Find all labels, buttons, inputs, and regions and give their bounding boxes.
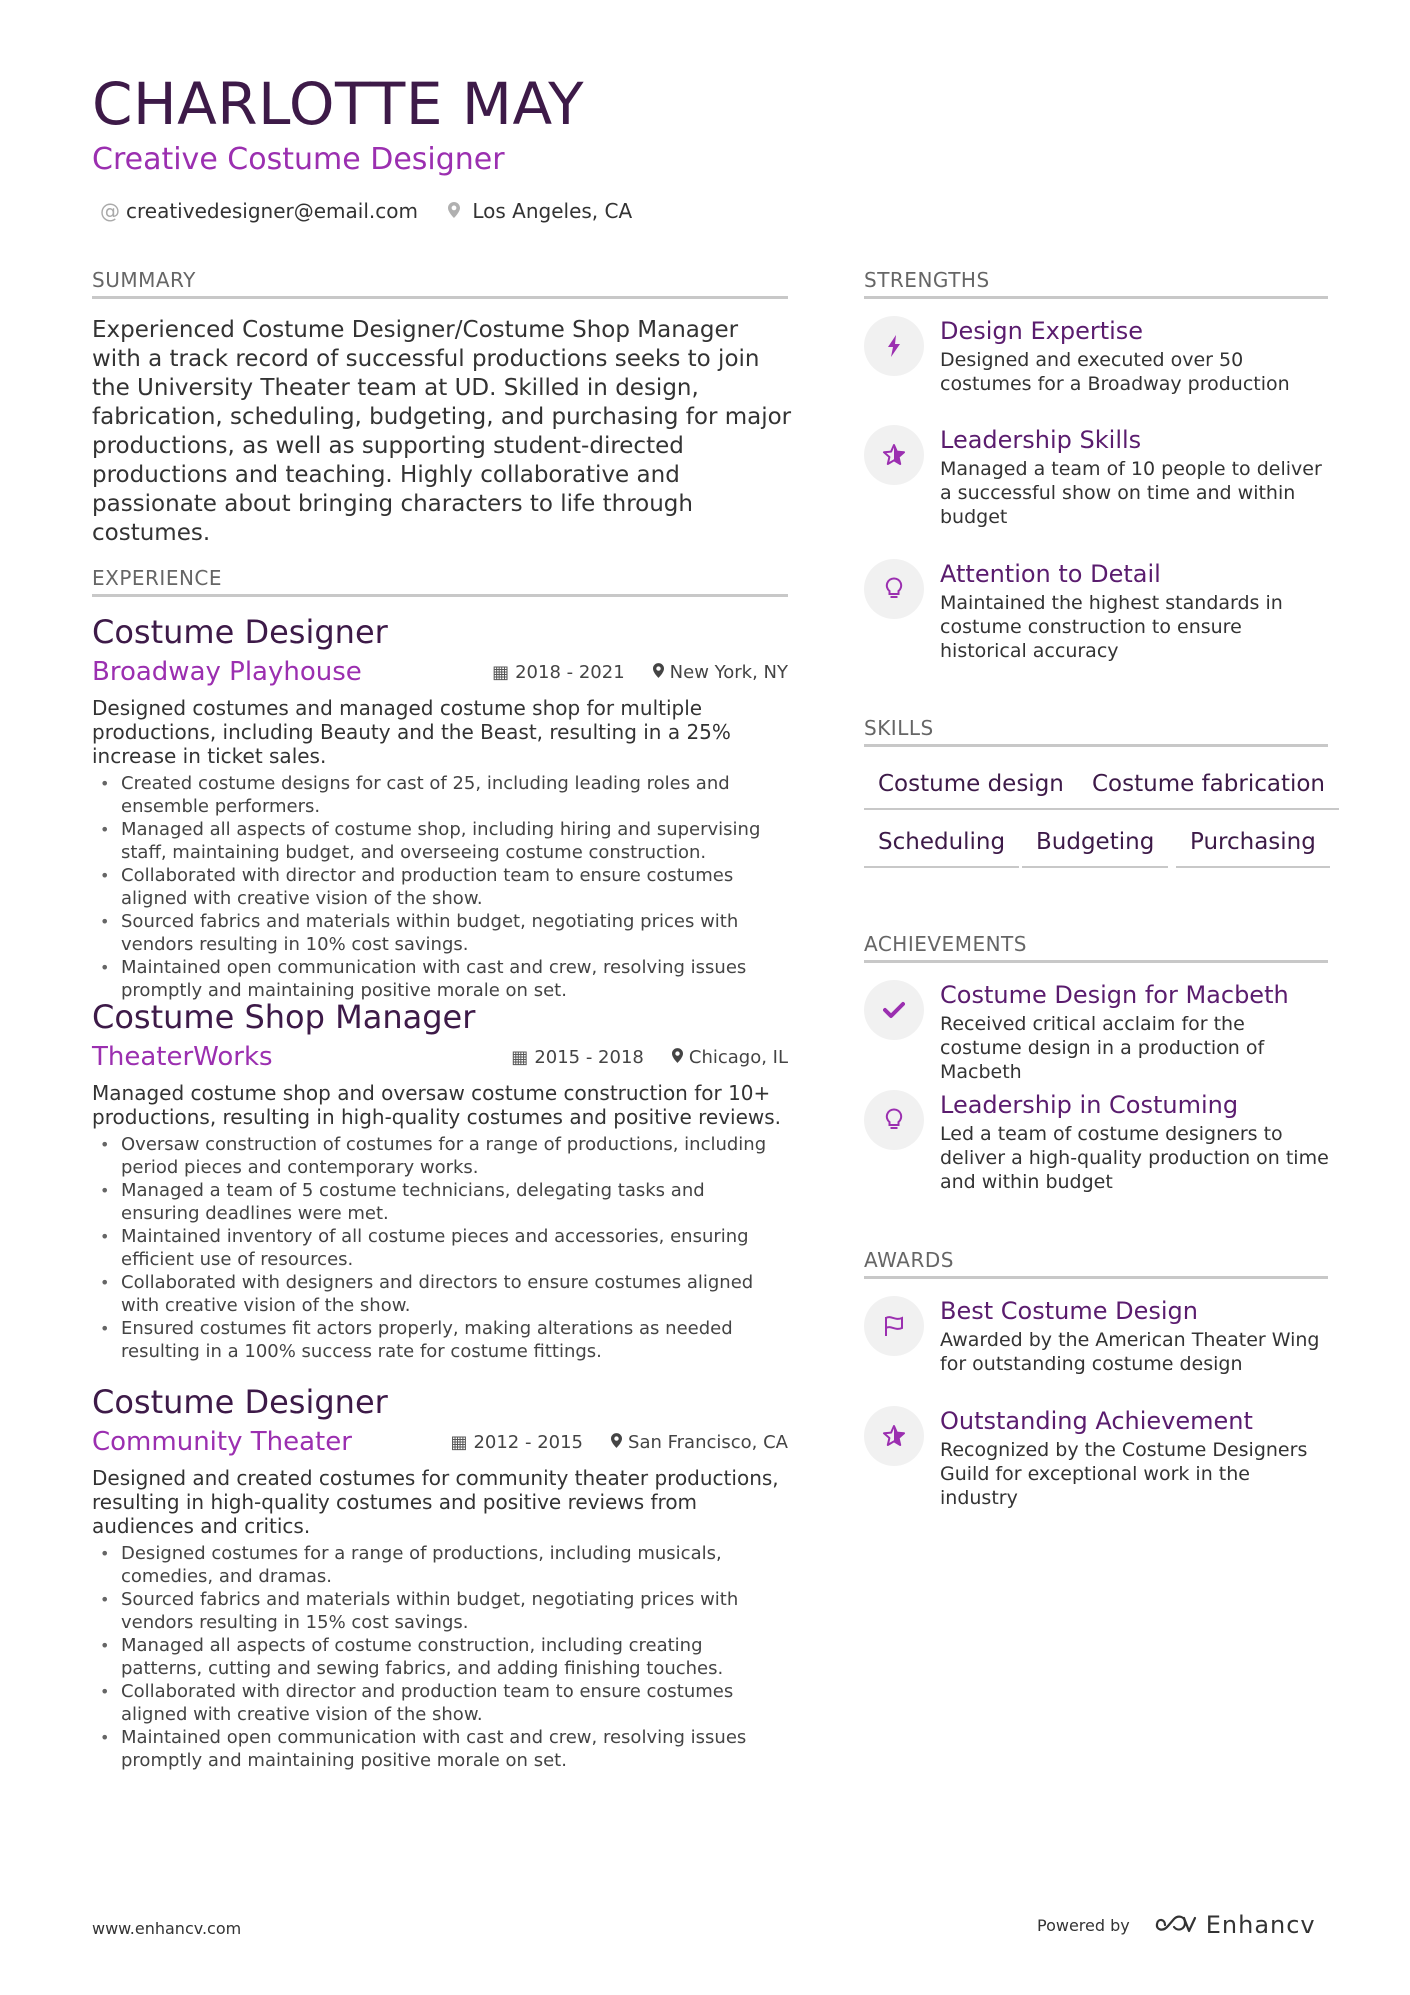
candidate-name: CHARLOTTE MAY (92, 70, 585, 138)
job-bullets (92, 1542, 788, 1772)
bullet-item: • Sourced fabrics and materials within budget, negotiating prices with vendors resulting in 10% cost savings. (92, 910, 788, 956)
skill-tag: Costume fabrication (1078, 770, 1339, 810)
job-bullets (92, 1133, 788, 1363)
location-text: Chicago, IL (688, 1046, 788, 1068)
footer-website-link[interactable]: www.enhancv.com (92, 1919, 242, 1938)
dates-text: 2015 - 2018 (534, 1046, 644, 1068)
achievement-title: Leadership in Costuming (940, 1091, 1239, 1119)
contact-row (100, 199, 632, 223)
experience-entry (92, 612, 788, 1002)
star-icon (864, 1406, 924, 1466)
bullet-item: • Sourced fabrics and materials within budget, negotiating prices with vendors resulting in 15% cost savings. (92, 1588, 788, 1634)
location-pin-icon (672, 1047, 683, 1068)
skill-tag: Scheduling (864, 828, 1019, 868)
checkmark-icon (864, 980, 924, 1040)
email-text: creativedesigner@email.com (126, 199, 418, 223)
award-title: Best Costume Design (940, 1297, 1198, 1325)
job-row (92, 652, 788, 692)
calendar-icon: ▦ (450, 1431, 468, 1453)
job-dates (511, 1047, 644, 1068)
lightbulb-icon (864, 1090, 924, 1150)
location-pin-icon (611, 1432, 622, 1453)
flag-icon (864, 1296, 924, 1356)
enhancv-logo-icon (1154, 1914, 1198, 1936)
company-name: Community Theater (92, 1427, 352, 1457)
location-text: San Francisco, CA (628, 1431, 788, 1453)
job-meta (492, 662, 788, 683)
location-text: New York, NY (669, 661, 788, 683)
bullet-item: • Managed all aspects of costume construction, including creating patterns, cutting and sewing fabrics, and adding finishing touches. (92, 1634, 788, 1680)
contact-email[interactable] (100, 199, 418, 223)
award-description: Awarded by the American Theater Wing for outstanding costume design (940, 1329, 1320, 1375)
bullet-item: • Maintained open communication with cast and crew, resolving issues promptly and maintaining positive morale on set. (92, 956, 788, 1002)
calendar-icon: ▦ (511, 1046, 529, 1068)
summary-text: Experienced Costume Designer/Costume Shop Manager with a track record of successful productions seeks to join the University Theater team at UD. Skilled in design, fabrication, scheduling, budgeting, and purchasing for major productions, as well as supporting student-directed productions and teaching. Highly collaborative and passionate about bringing characters to life through costumes. (92, 317, 792, 546)
strength-title: Design Expertise (940, 317, 1144, 345)
footer-branding (1037, 1911, 1316, 1939)
job-bullets (92, 772, 788, 1002)
strength-title: Leadership Skills (940, 426, 1142, 454)
location-text: Los Angeles, CA (472, 199, 633, 223)
achievement-description: Led a team of costume designers to deliver a high-quality production on time and within budget (940, 1123, 1329, 1193)
calendar-icon: ▦ (492, 661, 510, 683)
job-title: Costume Shop Manager (92, 998, 476, 1036)
achievements-heading: ACHIEVEMENTS (864, 932, 1328, 963)
skills-heading: SKILLS (864, 716, 1328, 747)
job-dates (492, 662, 625, 683)
job-description: Managed costume shop and oversaw costume construction for 10+ productions, resulting in high-quality costumes and positive reviews. (92, 1081, 782, 1129)
brand-text: Enhancv (1205, 1911, 1316, 1939)
strength-description: Maintained the highest standards in costume construction to ensure historical accuracy (940, 592, 1283, 662)
contact-location (448, 199, 632, 223)
strength-title: Attention to Detail (940, 560, 1161, 588)
award-title: Outstanding Achievement (940, 1407, 1253, 1435)
strength-description: Designed and executed over 50 costumes for a Broadway production (940, 349, 1290, 395)
skill-tag: Budgeting (1022, 828, 1168, 868)
bullet-item: • Collaborated with designers and directors to ensure costumes aligned with creative vision of the show. (92, 1271, 788, 1317)
bullet-item: • Collaborated with director and production team to ensure costumes aligned with creative vision of the show. (92, 1680, 788, 1726)
bullet-item: • Maintained inventory of all costume pieces and accessories, ensuring efficient use of resources. (92, 1225, 788, 1271)
strength-description: Managed a team of 10 people to deliver a successful show on time and within budget (940, 458, 1322, 528)
job-dates (450, 1432, 583, 1453)
bullet-item: • Collaborated with director and production team to ensure costumes aligned with creative vision of the show. (92, 864, 788, 910)
job-location (672, 1047, 788, 1068)
strengths-heading: STRENGTHS (864, 268, 1328, 299)
award-description: Recognized by the Costume Designers Guild for exceptional work in the industry (940, 1439, 1308, 1509)
at-icon: @ (100, 199, 120, 223)
summary-heading: SUMMARY (92, 268, 788, 299)
achievement-title: Costume Design for Macbeth (940, 981, 1289, 1009)
bullet-item: • Created costume designs for cast of 25, including leading roles and ensemble performers. (92, 772, 788, 818)
star-icon (864, 425, 924, 485)
bullet-item: • Designed costumes for a range of productions, including musicals, comedies, and dramas. (92, 1542, 788, 1588)
job-meta (511, 1047, 788, 1068)
company-name: Broadway Playhouse (92, 657, 362, 687)
enhancv-logo[interactable] (1154, 1911, 1316, 1939)
bullet-item: • Managed all aspects of costume shop, including hiring and supervising staff, maintaining budget, and overseeing costume construction. (92, 818, 788, 864)
job-description: Designed and created costumes for community theater productions, resulting in high-quality costumes and positive reviews from audiences and critics. (92, 1466, 779, 1538)
job-location (653, 662, 788, 683)
bullet-item: • Maintained open communication with cast and crew, resolving issues promptly and maintaining positive morale on set. (92, 1726, 788, 1772)
job-meta (450, 1432, 788, 1453)
bullet-item: • Ensured costumes fit actors properly, making alterations as needed resulting in a 100% success rate for costume fittings. (92, 1317, 788, 1363)
achievement-description: Received critical acclaim for the costume design in a production of Macbeth (940, 1013, 1265, 1083)
job-description: Designed costumes and managed costume shop for multiple productions, including Beauty and the Beast, resulting in a 25% increase in ticket sales. (92, 696, 731, 768)
lightning-icon (864, 316, 924, 376)
awards-heading: AWARDS (864, 1248, 1328, 1279)
location-pin-icon (448, 199, 466, 223)
job-row (92, 1422, 788, 1462)
dates-text: 2018 - 2021 (515, 661, 625, 683)
bullet-item: • Oversaw construction of costumes for a range of productions, including period pieces and contemporary works. (92, 1133, 788, 1179)
location-pin-icon (653, 662, 664, 683)
lightbulb-icon (864, 559, 924, 619)
skill-tag: Purchasing (1176, 828, 1330, 868)
experience-entry (92, 1382, 788, 1772)
experience-heading: EXPERIENCE (92, 566, 788, 597)
job-title: Costume Designer (92, 613, 388, 651)
candidate-title: Creative Costume Designer (92, 142, 505, 177)
dates-text: 2012 - 2015 (473, 1431, 584, 1453)
skill-tag: Costume design (864, 770, 1078, 810)
company-name: TheaterWorks (92, 1042, 273, 1072)
job-title: Costume Designer (92, 1383, 388, 1421)
job-location (611, 1432, 788, 1453)
job-row (92, 1037, 788, 1077)
powered-by-text: Powered by (1037, 1915, 1130, 1935)
bullet-item: • Managed a team of 5 costume technicians, delegating tasks and ensuring deadlines were met. (92, 1179, 788, 1225)
experience-entry (92, 997, 788, 1363)
